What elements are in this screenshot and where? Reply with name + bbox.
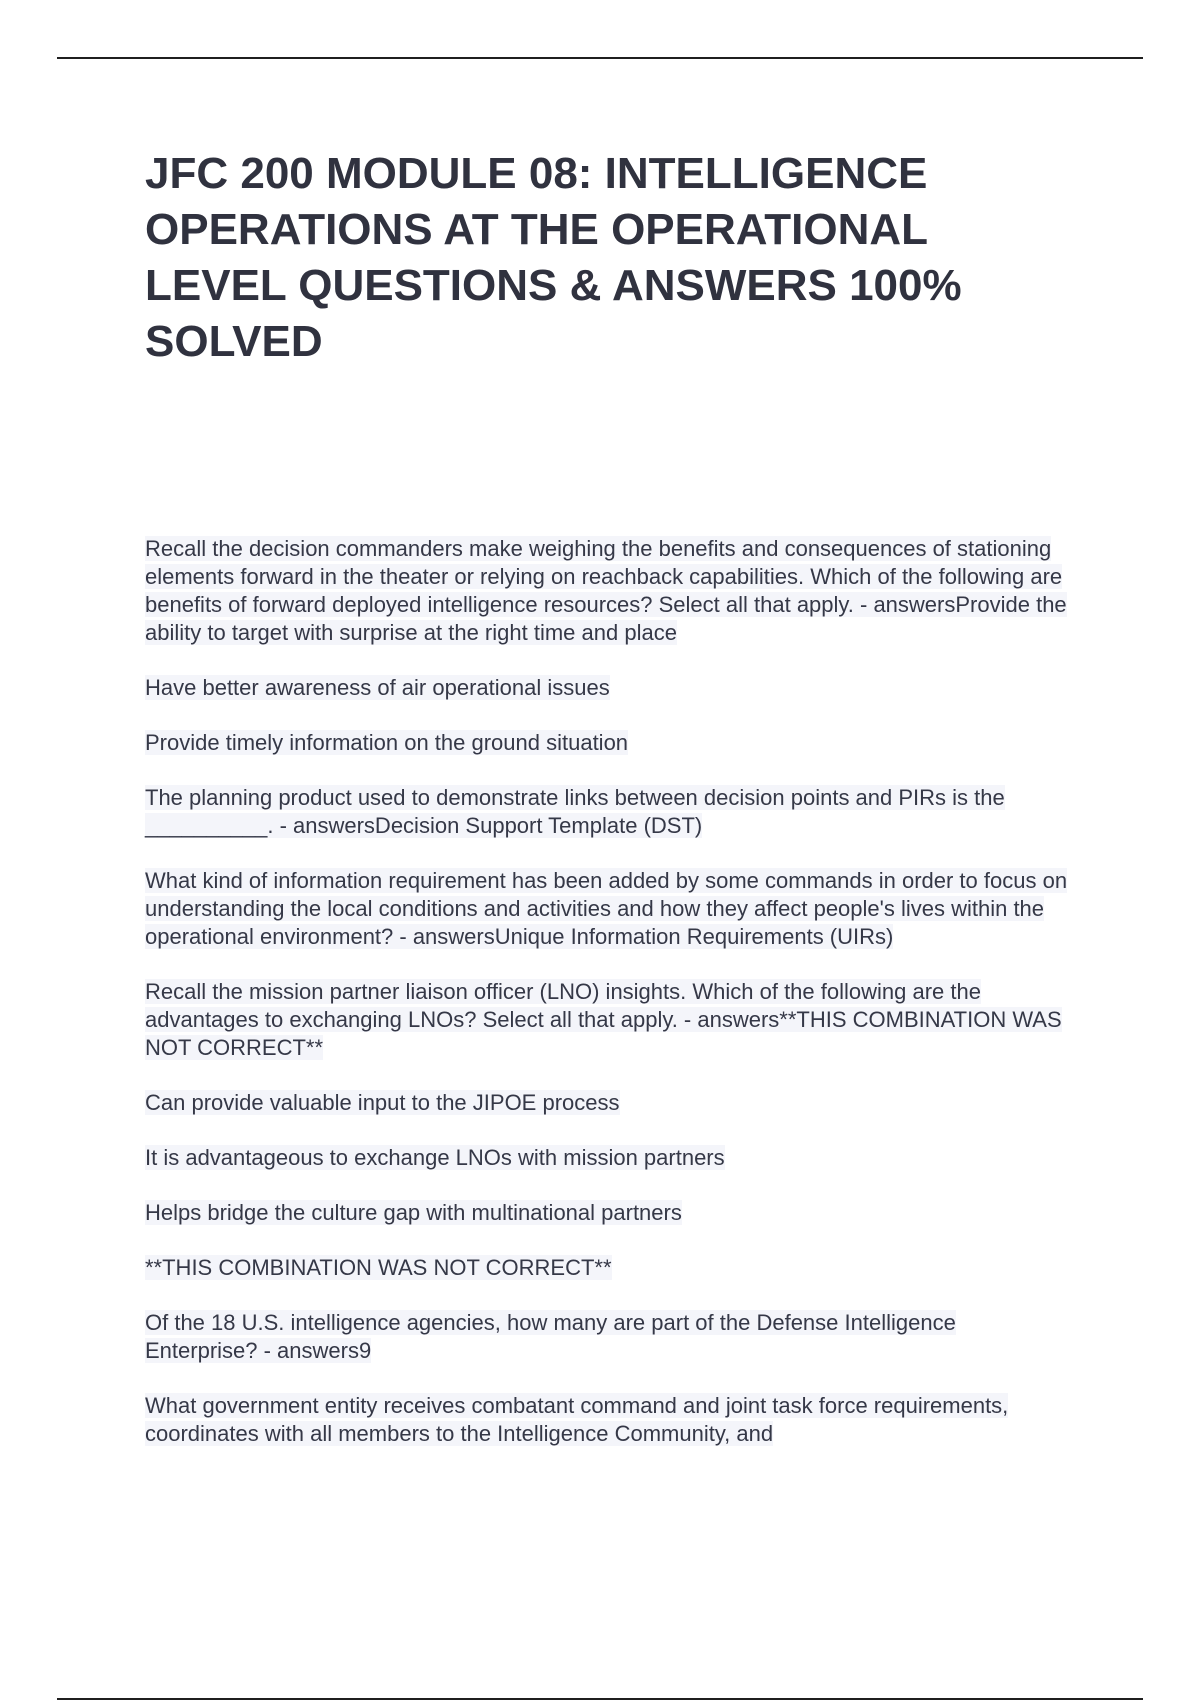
document-body	[145, 535, 1070, 1475]
paragraph-text: Have better awareness of air operational issues	[145, 675, 610, 700]
paragraph-text: Of the 18 U.S. intelligence agencies, how many are part of the Defense Intelligence Enterprise? - answers9	[145, 1310, 956, 1363]
paragraph-text: Provide timely information on the ground situation	[145, 730, 629, 755]
paragraph-text: What kind of information requirement has been added by some commands in order to focus on understanding the local conditions and activities and how they affect people's lives within the operational environment? - answersUnique Information Requirements (UIRs)	[145, 868, 1068, 949]
paragraph-text: Recall the mission partner liaison officer (LNO) insights. Which of the following are the advantages to exchanging LNOs? Select all that apply. - answers**THIS COMBINATION WAS NOT CORRECT**	[145, 979, 1062, 1060]
paragraph-text: **THIS COMBINATION WAS NOT CORRECT**	[145, 1255, 612, 1280]
qa-paragraph	[145, 1144, 1070, 1172]
qa-paragraph	[145, 1309, 1070, 1365]
qa-paragraph	[145, 867, 1070, 951]
paragraph-text: It is advantageous to exchange LNOs with mission partners	[145, 1145, 725, 1170]
paragraph-text: Helps bridge the culture gap with multinational partners	[145, 1200, 682, 1225]
qa-paragraph	[145, 674, 1070, 702]
document-title: JFC 200 MODULE 08: INTELLIGENCE OPERATIONS AT THE OPERATIONAL LEVEL QUESTIONS & ANSWERS 100% SOLVED	[145, 149, 962, 366]
qa-paragraph	[145, 978, 1070, 1062]
qa-paragraph	[145, 535, 1070, 647]
qa-paragraph	[145, 1089, 1070, 1117]
qa-paragraph	[145, 1199, 1070, 1227]
top-divider	[57, 57, 1143, 59]
qa-paragraph	[145, 729, 1070, 757]
qa-paragraph	[145, 1392, 1070, 1448]
qa-paragraph	[145, 1254, 1070, 1282]
paragraph-text: Can provide valuable input to the JIPOE process	[145, 1090, 620, 1115]
paragraph-text: Recall the decision commanders make weighing the benefits and consequences of stationing elements forward in the theater or relying on reachback capabilities. Which of the following are benefits of forward deployed intelligence resources? Select all that apply. - answersProvide the ability to target with surprise at the right time and place	[145, 536, 1067, 645]
paragraph-text: The planning product used to demonstrate links between decision points and PIRs is the __________. - answersDecision Support Template (DST)	[145, 785, 1005, 838]
paragraph-text: What government entity receives combatant command and joint task force requirements, coordinates with all members to the Intelligence Community, and	[145, 1393, 1009, 1446]
qa-paragraph	[145, 784, 1070, 840]
